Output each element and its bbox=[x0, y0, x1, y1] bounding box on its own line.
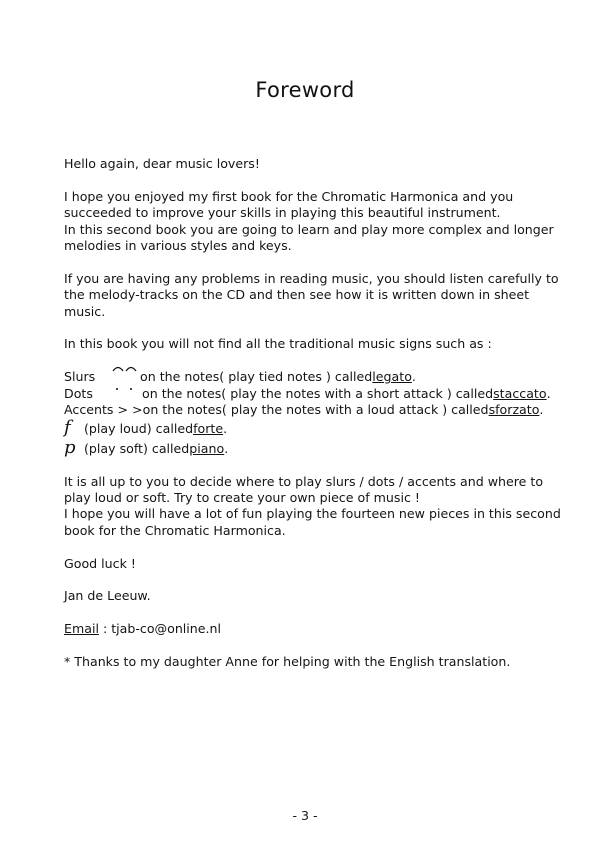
accent-symbol-icon: > > bbox=[117, 402, 143, 418]
para1-line2: succeeded to improve your skills in playing this beautiful instrument. bbox=[64, 205, 501, 221]
para3-line2: play loud or soft. Try to create your own piece of music ! bbox=[64, 490, 420, 506]
slurs-label: Slurs bbox=[64, 369, 96, 385]
forte-end: . bbox=[223, 421, 228, 437]
email-address: tjab-co@online.nl bbox=[111, 621, 222, 637]
forte-sign-icon: f bbox=[64, 417, 71, 439]
piano-sign-icon: p bbox=[64, 436, 76, 458]
signs-intro: In this book you will not find all the traditional music signs such as : bbox=[64, 336, 492, 352]
forte-text: (play loud) called bbox=[84, 421, 194, 437]
accents-label: Accents bbox=[64, 402, 114, 418]
para1-line4: melodies in various styles and keys. bbox=[64, 238, 292, 254]
para1-line3: In this second book you are going to learn and play more complex and longer bbox=[64, 221, 554, 237]
para3-line4: book for the Chromatic Harmonica. bbox=[64, 522, 286, 538]
legato-term: legato bbox=[372, 369, 412, 385]
para2-line1: If you are having any problems in reading music, you should listen carefully to bbox=[64, 270, 559, 286]
slurs-end: . bbox=[411, 369, 416, 385]
forte-term: forte bbox=[193, 421, 224, 437]
dots-text: on the notes( play the notes with a short attack ) called bbox=[142, 385, 494, 401]
slurs-row bbox=[64, 369, 584, 385]
accents-text: on the notes( play the notes with a loud attack ) called bbox=[142, 402, 489, 418]
piano-text: (play soft) called bbox=[84, 440, 190, 456]
para1-line1: I hope you enjoyed my first book for the Chromatic Harmonica and you bbox=[64, 188, 514, 204]
email-label: Email bbox=[64, 621, 99, 637]
forte-row bbox=[64, 417, 584, 439]
piano-row bbox=[64, 436, 584, 458]
dots-label: Dots bbox=[64, 385, 93, 401]
foreword-body bbox=[64, 156, 584, 670]
staccato-term: staccato bbox=[493, 385, 547, 401]
signature: Jan de Leeuw. bbox=[64, 588, 151, 604]
slurs-text: on the notes( play tied notes ) called bbox=[140, 369, 373, 385]
page-title: Foreword bbox=[255, 78, 355, 102]
sforzato-term: sforzato bbox=[488, 402, 540, 418]
para2-line3: music. bbox=[64, 303, 106, 319]
slur-symbol-icon bbox=[104, 369, 140, 381]
thanks-note: * Thanks to my daughter Anne for helping with the English translation. bbox=[64, 654, 511, 670]
piano-end: . bbox=[224, 440, 229, 456]
dots-row bbox=[64, 386, 584, 402]
email-line bbox=[64, 621, 584, 637]
para3-line1: It is all up to you to decide where to play slurs / dots / accents and where to bbox=[64, 473, 544, 489]
piano-term: piano bbox=[189, 440, 225, 456]
dots-end: . bbox=[546, 385, 551, 401]
accents-end: . bbox=[539, 402, 544, 418]
staccato-dots-icon bbox=[104, 386, 142, 398]
para2-line2: the melody-tracks on the CD and then see how it is written down in sheet bbox=[64, 287, 530, 303]
page-number: - 3 - bbox=[292, 808, 318, 823]
good-luck: Good luck ! bbox=[64, 555, 136, 571]
email-separator: : bbox=[98, 621, 112, 637]
accents-row bbox=[64, 402, 584, 418]
para3-line3: I hope you will have a lot of fun playing the fourteen new pieces in this second bbox=[64, 506, 561, 522]
greeting: Hello again, dear music lovers! bbox=[64, 156, 260, 171]
